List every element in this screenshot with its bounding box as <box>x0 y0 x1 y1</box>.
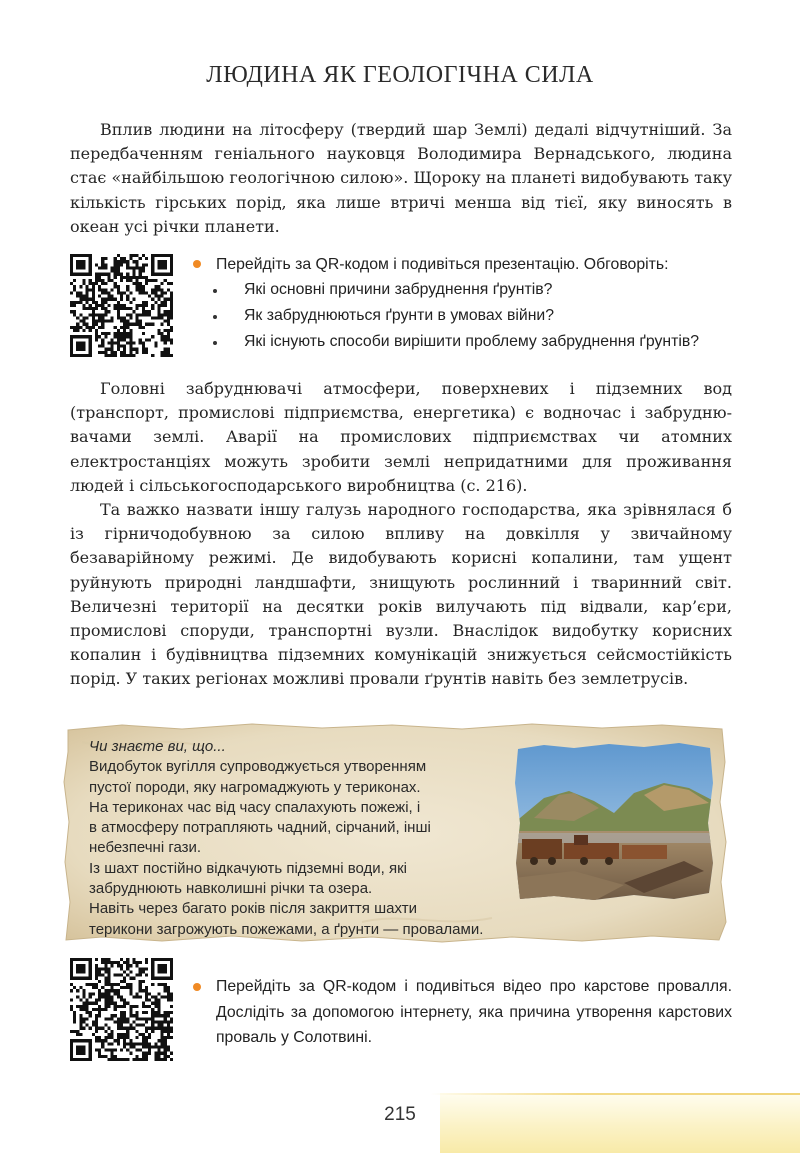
box-line: Із шахт постійно відкачують підземні води, які <box>89 859 407 877</box>
bullet-dot-icon <box>193 983 201 991</box>
bullet-dot-icon <box>193 260 201 268</box>
box-line: небезпечні гази. <box>89 839 202 857</box>
mining-text: Та важко назвати іншу галузь народного господарства, яка зрівнялася б із гірничодобувною за силою впливу на довкілля у звичайному безаварійному режимі. Де видобувають корисні копалини, там ущент руйнують природні ландшафти, знищують рослинний і тваринний світ. Величезні території на десятки років вилучають під відвали, кар’єри, промислові споруди, транспортні вузли. Внаслідок видобутку корисних копалин і будівництва підземних комунікацій знижується сейсмостійкість порід. У таких регіонах можливі провали ґрунтів навіть без землетрусів. <box>70 500 732 689</box>
box-heading: Чи знаєте ви, що... <box>89 738 226 755</box>
page-title: ЛЮДИНА ЯК ГЕОЛОГІЧНА СИЛА <box>206 62 594 88</box>
task-lead: Перейдіть за QR-кодом і подивіться презентацію. Обговоріть: <box>216 256 669 273</box>
box-line: забруднюють навколишні річки та озера. <box>89 880 373 898</box>
intro-text: Вплив людини на літосферу (твердий шар Землі) дедалі відчутніший. За передбаченням геніального науковця Володимира Вернадського, людина стає «найбільшою геологічною силою». Щороку на планеті видобувають таку кількість гірських порід, яка лише втричі менша від тієї, яку виносять в океан усі річки планети. <box>70 120 732 236</box>
page-corner-line <box>430 1093 800 1095</box>
mining-landscape-photo <box>514 743 714 901</box>
did-you-know-box <box>62 722 728 944</box>
intro-paragraph <box>70 118 732 239</box>
box-line: пустої породи, яку нагромаджують у териконах. <box>89 778 421 796</box>
pollution-text: Головні забруднювачі атмосфери, поверхневих і підземних вод (транспорт, промислові підприємства, енергетика) є водночас і забруднювачами землі. Аварії на промислових підприємствах чи атомних електростанціях можуть зробити землі непридатними для проживання людей і сільськогосподарського виробництва (с. 216). <box>70 379 732 495</box>
small-bullet-icon <box>213 289 217 293</box>
qr-code-icon <box>70 958 173 1061</box>
qr-code-video[interactable] <box>70 958 173 1061</box>
qr-code-presentation[interactable] <box>70 254 173 357</box>
box-line: в атмосферу потрапляють чадний, сірчаний, інші <box>89 819 431 837</box>
task-video-text: Перейдіть за QR-кодом і подивіться відео про карстове провалля. Дослідіть за допомогою інтернету, яка причина утворення карстових проваль у Солотвині. <box>216 978 732 1046</box>
page-number: 215 <box>384 1104 416 1125</box>
small-bullet-icon <box>213 315 217 319</box>
task-presentation: Перейдіть за QR-кодом і подивіться презентацію. Обговоріть: Які основні причини забруднення ґрунтів? Як забруднюються ґрунти в умовах війни? Які існують способи вирішити проблему забруднення ґрунтів? <box>193 253 733 373</box>
small-bullet-icon <box>213 341 217 345</box>
box-line: терикони загрожують пожежами, а ґрунти — провалами. <box>89 920 484 938</box>
box-line: Видобуток вугілля супроводжується утворенням <box>89 758 427 776</box>
pollution-paragraph <box>70 377 732 498</box>
box-line: Навіть через багато років після закриття шахти <box>89 900 418 918</box>
mining-paragraph <box>70 498 732 692</box>
qr-code-icon <box>70 254 173 357</box>
task-video <box>193 974 733 1054</box>
box-line: На териконах час від часу спалахують пожежі, і <box>89 798 421 816</box>
box-text <box>89 737 509 940</box>
